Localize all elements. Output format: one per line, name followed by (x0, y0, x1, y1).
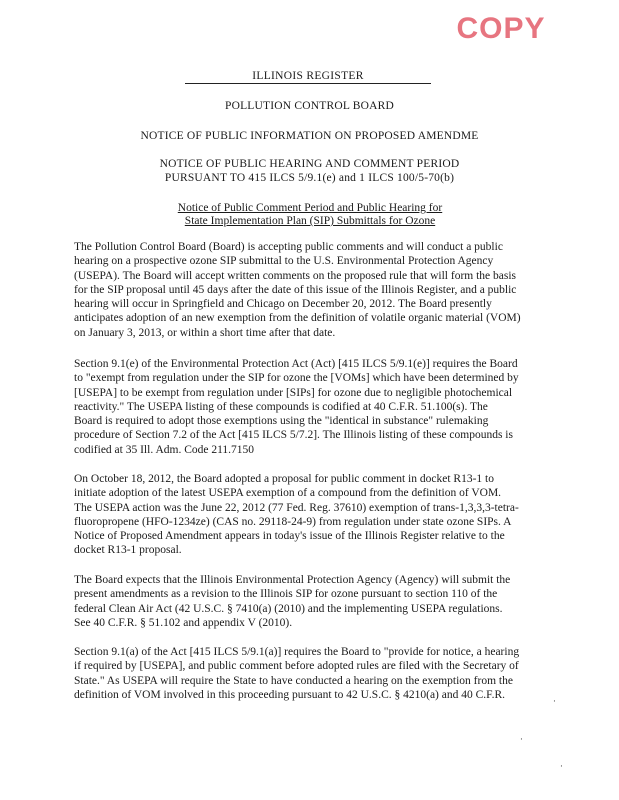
paragraph-line: See 40 C.F.R. § 51.102 and appendix V (2010). (74, 616, 293, 629)
paragraph-line: if required by [USEPA], and public comment before adopted rules are filed with the Secretary of (74, 660, 519, 673)
paragraph-line: (USEPA). The Board will accept written comments on the proposed rule that will form the basis (74, 269, 517, 282)
board-name: POLLUTION CONTROL BOARD (224, 100, 394, 112)
paragraph-line: anticipates adoption of an new exemption from the definition of volatile organic material (VOM) (74, 312, 521, 325)
subtitle (160, 202, 460, 228)
copy-stamp: COPY (456, 12, 546, 45)
hearing-title-line-2: PURSUANT TO 415 ILCS 5/9.1(e) and 1 ILCS 100/5-70(b) (164, 172, 455, 184)
paragraph-line: Board is required to adopt those exemptions using the "identical in substance" rulemaking (74, 415, 489, 428)
subtitle-line-2: State Implementation Plan (SIP) Submittals for Ozone (184, 215, 436, 227)
paragraph-line: docket R13-1 proposal. (74, 544, 182, 557)
paragraph-line: The USEPA action was the June 22, 2012 (77 Fed. Reg. 37610) exemption of trans-1,3,3,3-tetra- (74, 501, 519, 514)
paragraph-line: to "exempt from regulation under the SIP for ozone the [VOMs] which have been determined by (74, 372, 519, 385)
paragraph-3 (74, 472, 552, 558)
paragraph-line: federal Clean Air Act (42 U.S.C. § 7410(a) (2010) and the implementing USEPA regulations. (74, 602, 503, 615)
paragraph-line: reactivity." The USEPA listing of these compounds is codified at 40 C.F.R. 51.100(s). The (74, 400, 488, 413)
paragraph-2 (74, 357, 552, 457)
paragraph-line: Section 9.1(e) of the Environmental Protection Act (Act) [415 ILCS 5/9.1(e)] requires the Board (74, 358, 518, 370)
scan-speck: · (553, 697, 556, 707)
paragraph-line: on January 3, 2013, or within a short time after that date. (74, 326, 336, 339)
paragraph-line: present amendments as a revision to the Illinois SIP for ozone pursuant to section 110 of the (74, 588, 498, 601)
paragraph-5 (74, 645, 552, 702)
paragraph-1 (74, 240, 552, 340)
paragraph-line: The Pollution Control Board (Board) is accepting public comments and will conduct a public (74, 241, 503, 253)
hearing-title-line-1: NOTICE OF PUBLIC HEARING AND COMMENT PERIOD (159, 158, 460, 170)
paragraph-line: fluoropropene (HFO-1234ze) (CAS no. 29118-24-9) from regulation under state ozone SIPs. A (74, 515, 512, 528)
paragraph-line: On October 18, 2012, the Board adopted a proposal for public comment in docket R13-1 to (74, 473, 494, 485)
paragraph-line: definition of VOM involved in this proceeding pursuant to 42 U.S.C. § 4210(a) and 40 C.F.R. (74, 688, 506, 701)
notice-title: NOTICE OF PUBLIC INFORMATION ON PROPOSED AMENDME (140, 130, 479, 142)
paragraph-line: Notice of Proposed Amendment appears in today's issue of the Illinois Register relative to the (74, 530, 505, 543)
paragraph-line: hearing on a prospective ozone SIP submittal to the U.S. Environmental Protection Agency (74, 255, 494, 268)
paragraph-line: Section 9.1(a) of the Act [415 ILCS 5/9.1(a)] requires the Board to "provide for notice, a hearing (74, 646, 520, 658)
paragraph-line: hearing will occur in Springfield and Chicago on December 20, 2012. The Board presently (74, 298, 492, 311)
paragraph-line: State." As USEPA will require the State to have conducted a hearing on the exemption from the (74, 674, 513, 687)
scan-speck: · (520, 735, 523, 745)
register-header: ILLINOIS REGISTER (185, 70, 431, 84)
paragraph-line: codified at 35 Ill. Adm. Code 211.7150 (74, 443, 255, 456)
subtitle-line-1: Notice of Public Comment Period and Public Hearing for (177, 202, 443, 214)
paragraph-line: initiate adoption of the latest USEPA exemption of a compound from the definition of VOM. (74, 487, 502, 500)
paragraph-line: The Board expects that the Illinois Environmental Protection Agency (Agency) will submit the (74, 574, 511, 586)
paragraph-line: procedure of Section 7.2 of the Act [415 ILCS 5/7.2]. The Illinois listing of these compounds is (74, 429, 513, 442)
paragraph-line: for the SIP proposal until 45 days after the date of this issue of the Illinois Register, and a public (74, 283, 517, 296)
paragraph-line: [USEPA] to be exempt from regulation under [SIPs] for ozone due to negligible photochemical (74, 386, 513, 399)
paragraph-4 (74, 573, 552, 630)
scan-speck: · (560, 762, 563, 772)
